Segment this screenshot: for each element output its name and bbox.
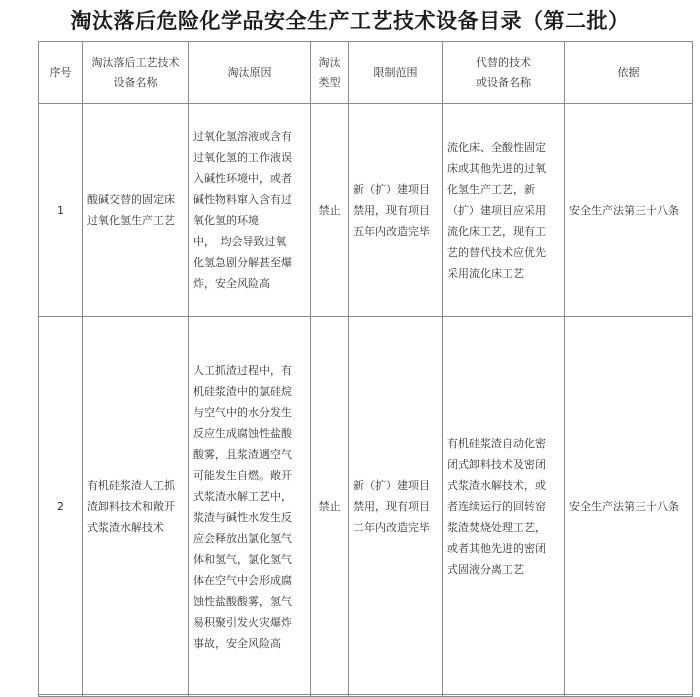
catalog-table xyxy=(38,41,693,697)
cell-line: 式浆渣水解技术，或 xyxy=(447,479,546,492)
cell-line: 事故，安全风险高 xyxy=(193,636,281,650)
cell-line: 反应生成腐蚀性盐酸 xyxy=(193,426,292,440)
cell-line: （扩）建项目应采用 xyxy=(447,203,546,217)
cell-seq: 2 xyxy=(39,317,83,697)
cell-line: 蚀性盐酸酸雾，氢气 xyxy=(193,594,292,608)
cell-line: 浆渣焚烧处理工艺， xyxy=(447,521,546,534)
cell-line: 应会释放出氯化氢气 xyxy=(193,531,292,545)
cell-line: 闭式卸料技术及密闭 xyxy=(447,458,546,471)
cell-line: 床或其他先进的过氧 xyxy=(447,161,546,175)
cell-line: 过氧化氢生产工艺 xyxy=(87,214,175,227)
cell-line: 机硅浆渣中的氯硅烷 xyxy=(193,384,292,398)
cell-line: 可能发生自燃。敞开 xyxy=(193,468,292,482)
header-type-line1: 淘汰 xyxy=(318,55,341,69)
cell-line: 流化床工艺，现有工 xyxy=(447,224,546,238)
cell-line: 酸雾，且浆渣遇空气 xyxy=(193,447,292,461)
cell-line: 化氢生产工艺，新 xyxy=(447,182,535,196)
cell-scope xyxy=(349,104,443,317)
cell-line: 化氢急剧分解甚至爆 xyxy=(193,256,292,269)
header-basis: 依据 xyxy=(565,42,693,104)
cell-type: 禁止 xyxy=(311,104,349,317)
cell-line: 二年内改造完毕 xyxy=(353,521,430,534)
cell-tech-name xyxy=(83,104,189,317)
cell-line: 渣卸料技术和敞开 xyxy=(87,500,175,513)
header-replacement xyxy=(443,42,565,104)
table-header-row xyxy=(39,42,693,104)
cell-seq: 1 xyxy=(39,104,83,317)
table-row xyxy=(39,317,693,697)
header-tech-line1: 淘汰落后工艺技术 xyxy=(91,55,180,69)
table-row xyxy=(39,104,693,317)
cell-line: 人工抓渣过程中，有 xyxy=(193,363,292,377)
header-seq: 序号 xyxy=(39,42,83,104)
cell-line: 艺的替代技术应优先 xyxy=(447,245,546,259)
cell-line: 与空气中的水分发生 xyxy=(193,405,292,419)
cell-line: 新（扩）建项目 xyxy=(353,479,430,492)
cell-line: 中， 均会导致过氧 xyxy=(193,235,287,248)
cell-line: 体在空气中会形成腐 xyxy=(193,573,292,587)
cell-line: 式浆渣水解技术 xyxy=(87,521,164,534)
cell-scope xyxy=(349,317,443,697)
cell-line: 禁用，现有项目 xyxy=(353,500,430,513)
cell-line: 酸碱交替的固定床 xyxy=(87,193,175,206)
header-replacement-line2: 或设备名称 xyxy=(476,75,531,89)
cell-replacement xyxy=(443,317,565,697)
header-replacement-line1: 代替的技术 xyxy=(476,55,531,69)
cell-tech-name xyxy=(83,317,189,697)
cell-line: 入碱性环境中，或者 xyxy=(193,172,292,185)
cell-line: 过氧化氢的工作液误 xyxy=(193,151,292,164)
cell-line: 禁用，现有项目 xyxy=(353,203,430,217)
cell-replacement xyxy=(443,104,565,317)
cell-line: 采用流化床工艺 xyxy=(447,266,524,280)
cell-line: 式固液分离工艺 xyxy=(447,563,524,576)
cell-reason xyxy=(189,104,311,317)
cell-line: 体和氢气，氯化氢气 xyxy=(193,552,292,566)
cell-basis: 安全生产法第三十八条 xyxy=(565,317,693,697)
cell-line: 有机硅浆渣人工抓 xyxy=(87,479,175,492)
cell-line: 炸，安全风险高 xyxy=(193,277,270,290)
cell-line: 有机硅浆渣自动化密 xyxy=(447,437,546,450)
cell-line: 氧化氢的环境 xyxy=(193,214,259,227)
cell-line: 五年内改造完毕 xyxy=(353,224,430,238)
cell-type: 禁止 xyxy=(311,317,349,697)
cell-line: 新（扩）建项目 xyxy=(353,182,430,196)
header-tech xyxy=(83,42,189,104)
cell-line: 者连续运行的回转窑 xyxy=(447,500,546,513)
header-type xyxy=(311,42,349,104)
cell-basis: 安全生产法第三十八条 xyxy=(565,104,693,317)
header-scope: 限制范围 xyxy=(349,42,443,104)
cell-line: 易积聚引发火灾爆炸 xyxy=(193,615,292,629)
cell-line: 式浆渣水解工艺中， xyxy=(193,489,292,503)
cell-line: 过氧化氢溶液或含有 xyxy=(193,130,292,143)
header-reason: 淘汰原因 xyxy=(189,42,311,104)
cell-line: 碱性物料窜入含有过 xyxy=(193,193,292,206)
cell-reason xyxy=(189,317,311,697)
cell-line: 或者其他先进的密闭 xyxy=(447,542,546,555)
header-tech-line2: 设备名称 xyxy=(113,75,158,89)
header-type-line2: 类型 xyxy=(318,75,341,89)
cell-line: 流化床、全酸性固定 xyxy=(447,140,546,154)
cell-line: 浆渣与碱性水发生反 xyxy=(193,510,292,524)
document-title: 淘汰落后危险化学品安全生产工艺技术设备目录（第二批） xyxy=(70,8,630,33)
